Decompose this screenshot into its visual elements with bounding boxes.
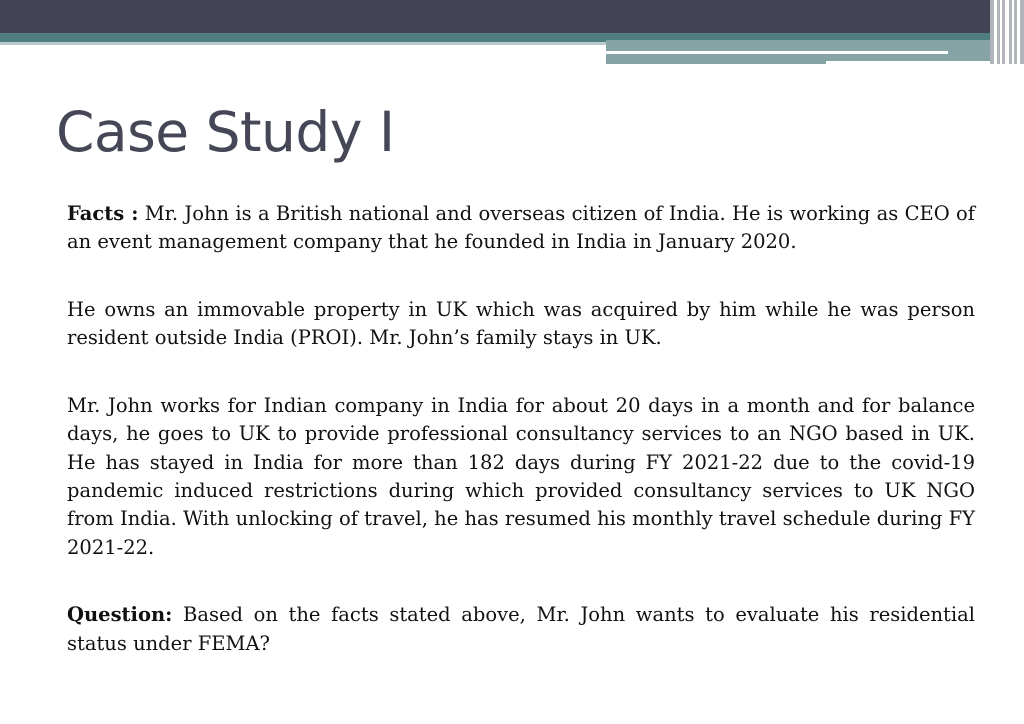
work-schedule-paragraph: Mr. John works for Indian company in India for about 20 days in a month and for balance days, he goes to UK to provide professional consultancy services to an NGO based in UK. He has stayed in India for more than 182 days during FY 2021-22 due to the covid-19 pandemic induced restrictions during which provided consultancy services to UK NGO from India. With unlocking of travel, he has resumed his monthly travel schedule during FY 2021-22. [67, 394, 975, 559]
facts-paragraph [67, 200, 975, 257]
property-paragraph: He owns an immovable property in UK which was acquired by him while he was person resident outside India (PROI). Mr. John’s family stays in UK. [67, 298, 975, 350]
header-stripes [990, 0, 1024, 64]
header-accent-shadow [0, 42, 606, 45]
facts-label: Facts : [67, 202, 139, 225]
question-label: Question: [67, 603, 173, 627]
facts-text: Mr. John is a British national and overseas citizen of India. He is working as CEO of an event management company that he founded in India in January 2020. [67, 202, 975, 254]
slide-body [67, 200, 975, 658]
header-accent-line [606, 51, 948, 54]
header-band [0, 0, 1024, 34]
question-paragraph [67, 601, 975, 658]
header-accent-line [826, 61, 1002, 64]
question-text: Based on the facts stated above, Mr. John wants to evaluate his residential status under FEMA? [67, 603, 975, 655]
slide-title: Case Study I [56, 100, 395, 164]
